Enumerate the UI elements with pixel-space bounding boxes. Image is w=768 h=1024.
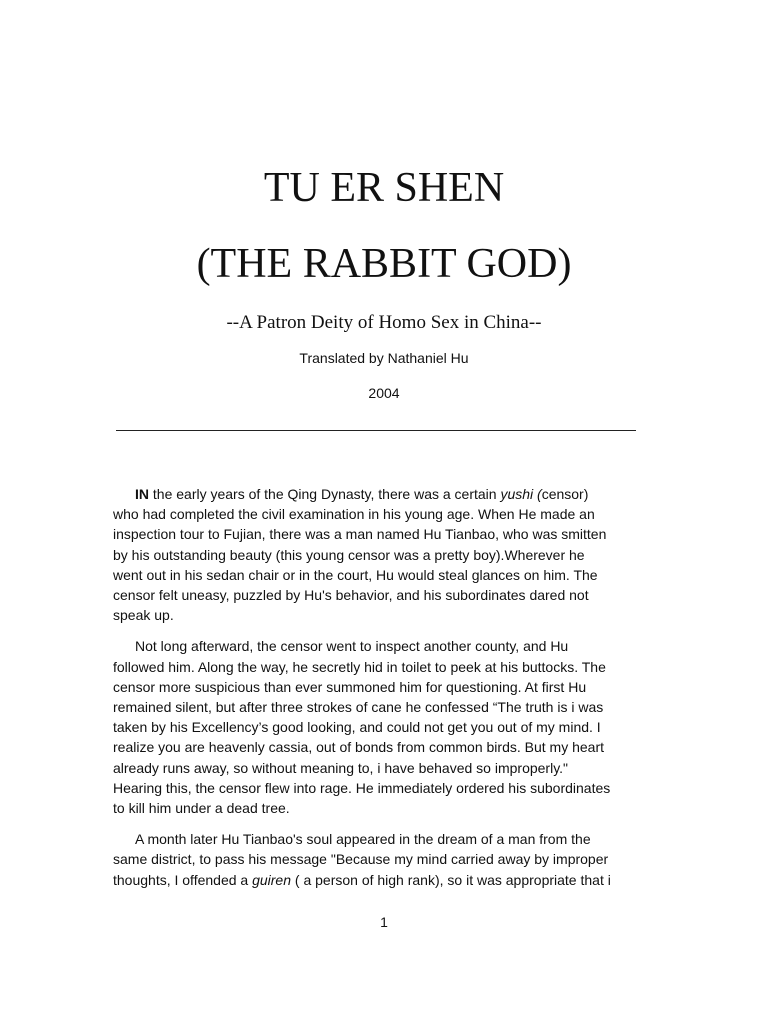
- text-run: censor): [541, 486, 589, 502]
- text-run: followed him. Along the way, he secretly hid in toilet to peek at his buttocks. The: [113, 658, 606, 675]
- paragraph: [113, 829, 654, 890]
- text-run: by his outstanding beauty (this young censor was a pretty boy).Wherever he: [113, 546, 585, 563]
- publication-year: 2004: [368, 385, 400, 401]
- text-line: [113, 697, 654, 717]
- text-run: who had completed the civil examination in his young age. When He made an: [113, 506, 595, 523]
- page-number: 1: [380, 914, 388, 930]
- text-line: [113, 870, 654, 890]
- text-line: [113, 545, 654, 565]
- text-line: [113, 484, 654, 504]
- text-run: Not long afterward, the censor went to inspect another county, and Hu: [135, 638, 569, 655]
- text-line: [113, 778, 654, 798]
- text-line: [113, 524, 654, 544]
- text-run: censor more suspicious than ever summoned him for questioning. At first Hu: [113, 678, 587, 695]
- text-line: [113, 636, 654, 656]
- bold-text-run: IN: [135, 486, 149, 502]
- text-run: inspection tour to Fujian, there was a man named Hu Tianbao, who was smitten: [113, 526, 607, 543]
- paragraph: [113, 636, 654, 818]
- text-line: [113, 758, 654, 778]
- text-run: to kill him under a dead tree.: [113, 800, 290, 817]
- text-run: speak up.: [113, 607, 174, 624]
- text-line: [113, 605, 654, 625]
- italic-text-run: yushi (: [500, 486, 542, 502]
- text-run: ( a person of high rank), so it was appropriate that i: [291, 871, 611, 888]
- text-line: [113, 565, 654, 585]
- text-line: [113, 504, 654, 524]
- text-run: thoughts, I offended a: [113, 871, 253, 888]
- text-run: the early years of the Qing Dynasty, there was a certain: [149, 486, 501, 502]
- subtitle: --A Patron Deity of Homo Sex in China--: [226, 312, 542, 333]
- text-run: censor felt uneasy, puzzled by Hu's behavior, and his subordinates dared not: [113, 587, 589, 604]
- text-run: went out in his sedan chair or in the court, Hu would steal glances on him. The: [113, 566, 598, 583]
- body-text: [113, 484, 654, 901]
- text-line: [113, 737, 654, 757]
- title-line-1: TU ER SHEN: [263, 165, 505, 211]
- text-line: [113, 798, 654, 818]
- text-run: already runs away, so without meaning to, i have behaved so improperly.": [113, 759, 569, 776]
- text-line: [113, 717, 654, 737]
- italic-text-run: guiren: [252, 871, 291, 888]
- text-run: A month later Hu Tianbao's soul appeared in the dream of a man from the: [135, 831, 591, 848]
- text-run: realize you are heavenly cassia, out of bonds from common birds. But my heart: [113, 739, 605, 756]
- separator-line: [116, 430, 636, 431]
- text-line: [113, 849, 654, 869]
- text-line: [113, 585, 654, 605]
- text-line: [113, 829, 654, 849]
- text-run: remained silent, but after three strokes of cane he confessed “The truth is i was: [113, 699, 604, 716]
- text-line: [113, 677, 654, 697]
- title-line-2: (THE RABBIT GOD): [196, 241, 572, 287]
- text-run: Hearing this, the censor flew into rage. He immediately ordered his subordinates: [113, 779, 611, 796]
- paragraph: [113, 484, 654, 625]
- translator-credit: Translated by Nathaniel Hu: [299, 350, 469, 366]
- text-run: taken by his Excellency’s good looking, and could not get you out of my mind. I: [113, 719, 601, 736]
- text-run: same district, to pass his message "Because my mind carried away by improper: [113, 851, 609, 868]
- text-line: [113, 657, 654, 677]
